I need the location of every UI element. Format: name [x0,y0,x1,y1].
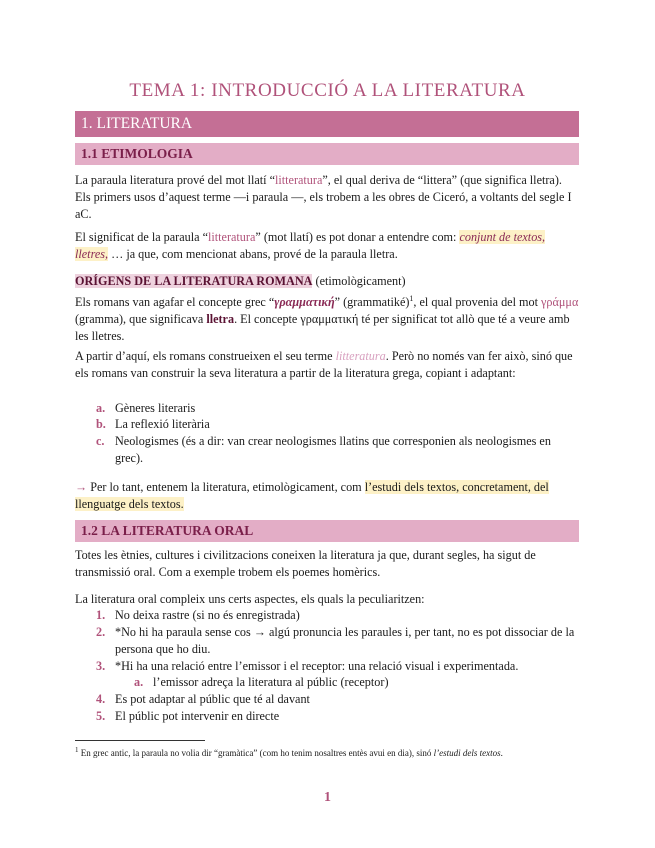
list-marker: 2. [96,625,106,639]
list-marker: b. [96,417,106,431]
highlight-conjunt: conjunt de textos, lletres, [75,230,546,261]
list-item: Es pot adaptar al públic que té al davant [115,692,310,706]
paragraph-etimologia-2: El significat de la paraula “litteratura” (mot llatí) es pot donar a entendre com: conjunt de textos, lletres, … ja que, com mencionat abans, prové de la paraula lletra. [75,230,546,261]
page-title: TEMA 1: INTRODUCCIÓ A LA LITERATURA [129,80,526,101]
list-marker: c. [96,434,105,448]
arrow-icon: → [75,480,88,494]
sublist-marker: a. [134,675,144,689]
list-marker: a. [96,401,106,415]
list-item: *Hi ha una relació entre l’emissor i el receptor: una relació visual i experimentada. [115,659,519,673]
list-marker: 4. [96,692,106,706]
paragraph-etimologia-3: A partir d’aquí, els romans construeixen el seu terme litteratura. Però no només van fer això, sinó que els romans van construir la seva literatura a partir de la literatura grega, copiant i adaptant: [75,349,573,380]
list-marker: 3. [96,659,106,673]
list-item: *No hi ha paraula sense cos → algú pronuncia les paraules i, per tant, no es pot dissociar de la persona que ho diu. [115,625,575,656]
section-heading-literatura: 1. LITERATURA [75,111,579,137]
paragraph-etimologia-1: La paraula literatura prové del mot llatí “litteratura”, el qual deriva de “littera” (que significa lletra). Els primers usos d’aquest terme —i paraula —, els trobem a les obres de Ciceró, a voltants del segle I aC. [75,173,572,221]
footnote: $^1$ En grec antic, la paraula no volia dir “gramàtica” (com ho tenim nosaltres entès avui en dia), sinó l’estudi dels textos. [75,746,503,758]
list-item: No deixa rastre (si no és enregistrada) [115,608,300,622]
list-item: Gèneres literaris [115,401,196,415]
list-item: Neologismes (és a dir: van crear neologismes llatins que corresponien als neologismes en grec). [115,434,551,465]
footnote-ref: 1 [409,294,414,303]
paragraph-origens: ORÍGENS DE LA LITERATURA ROMANA (etimològicament) Els romans van agafar el concepte grec “γραμματική” (grammatiké)$^1$, el qual provenia del mot γράμμα (gramma), que significava lletra. El concepte γραμματική té per significat tot allò que té a veure amb les lletres. [75,274,579,344]
footnote-divider [75,740,205,741]
sublist-item: l’emissor adreça la literatura al públic (receptor) [153,675,389,689]
subsection-heading-etimologia: 1.1 ETIMOLOGIA [75,143,579,165]
list-item: La reflexió literària [115,417,210,431]
paragraph-conclusion: → Per lo tant, entenem la literatura, etimològicament, com l’estudi dels textos, concretament, del llenguatge dels textos. [75,480,549,511]
list-marker: 1. [96,608,106,622]
paragraph-oral-1: Totes les ètnies, cultures i civilitzacions coneixen la literatura ja que, durant segles, ha sigut de transmissió oral. Com a exemple trobem els poemes homèrics. [75,548,536,579]
origens-heading: ORÍGENS DE LA LITERATURA ROMANA [75,274,313,288]
subsection-heading-oral: 1.2 LA LITERATURA ORAL [75,520,579,542]
list-item: El públic pot intervenir en directe [115,709,280,723]
page-number: 1 [324,790,331,805]
list-marker: 5. [96,709,106,723]
paragraph-oral-2: La literatura oral compleix uns certs aspectes, els quals la peculiaritzen: [75,592,425,606]
highlight-estudi: l’estudi dels textos, concretament, del llenguatge dels textos. [75,480,549,511]
